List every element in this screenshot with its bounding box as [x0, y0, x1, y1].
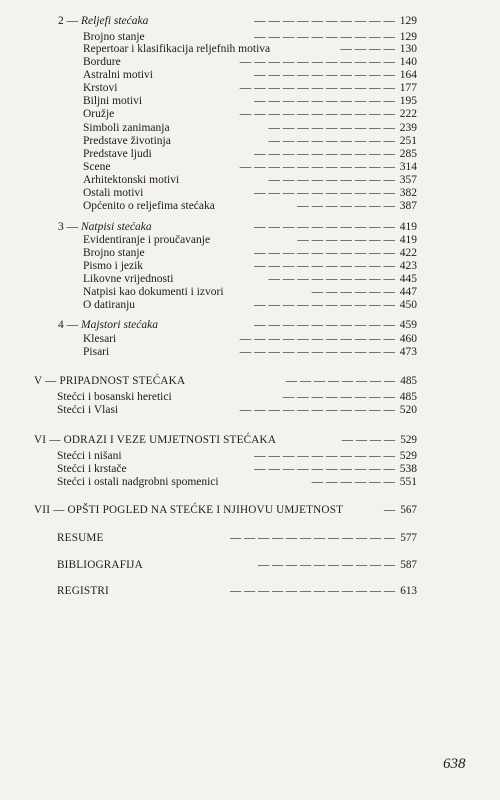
- toc-leader-dashes: — — — — — — — — — — —: [239, 56, 395, 68]
- toc-entry: [83, 148, 417, 161]
- toc-leader-dashes: — — — — — — — — — —: [254, 148, 395, 160]
- toc-leader-dashes: — — — — — — — — — —: [254, 69, 395, 81]
- toc-entry-page: 577: [400, 532, 417, 544]
- toc-entry: [58, 221, 417, 234]
- toc-leader-dashes: — — — — — — — — —: [268, 174, 395, 186]
- toc-entry-text: Stećci i Vlasi: [57, 404, 119, 416]
- toc-entry-page: 551: [399, 476, 417, 488]
- toc-leader-dashes: — — — — — —: [311, 286, 395, 298]
- toc-entry-page: 130: [399, 43, 417, 55]
- toc-entry: [83, 174, 417, 187]
- toc-entry-page: 251: [399, 135, 417, 147]
- toc-entry-page: 538: [399, 463, 417, 475]
- toc-entry-page: 422: [399, 247, 417, 259]
- toc-entry-text: Krstovi: [83, 82, 118, 94]
- toc-entry-page: 613: [400, 585, 417, 597]
- toc-entry: [34, 504, 417, 517]
- toc-leader-dashes: — — — — — — — — — — — —: [229, 585, 395, 597]
- toc-entry-title: [83, 95, 142, 108]
- toc-entry: [83, 43, 417, 56]
- toc-entry: [83, 200, 417, 213]
- toc-entry-text: BIBLIOGRAFIJA: [57, 559, 143, 571]
- toc-entry: [83, 82, 417, 95]
- toc-entry: [83, 333, 417, 346]
- toc-entry-text: Simboli zanimanja: [83, 122, 170, 134]
- toc-entry: [83, 69, 417, 82]
- toc-entry-title: [57, 585, 109, 598]
- toc-entry-title: [57, 391, 172, 404]
- toc-entry: [57, 476, 417, 489]
- toc-leader-dashes: — — — — — — — —: [282, 391, 395, 403]
- toc-entry-title: [83, 187, 143, 200]
- toc-entry: [83, 187, 417, 200]
- toc-entry: [83, 273, 417, 286]
- toc-entry: [58, 319, 417, 332]
- toc-entry-title: [83, 148, 152, 161]
- toc-entry-text: Likovne vrijednosti: [83, 273, 174, 285]
- toc-entry-page: 587: [400, 559, 417, 571]
- toc-entry: [58, 15, 417, 28]
- toc-leader-dashes: — — — — — — — — — —: [257, 559, 395, 571]
- toc-leader-dashes: — — — — — — — — — — —: [239, 82, 395, 94]
- toc-entry-page: 460: [399, 333, 417, 345]
- toc-entry-number: 3 —: [58, 221, 79, 233]
- toc-leader-dashes: — — — — — — — — — —: [254, 450, 395, 462]
- toc-entry-title: [57, 404, 118, 417]
- toc-entry: [57, 532, 417, 545]
- toc-entry-text: Astralni motivi: [83, 69, 153, 81]
- toc-entry-page: 285: [399, 148, 417, 160]
- toc-entry-title: [34, 504, 343, 517]
- toc-leader-dashes: — — — — — — — — — — —: [239, 333, 395, 345]
- toc-entry-title: [58, 15, 148, 28]
- toc-entry-title: [34, 375, 185, 388]
- toc-entry-text: Bordure: [83, 56, 121, 68]
- toc-entry-number: 2 —: [58, 15, 79, 27]
- toc-entry-title: [83, 286, 224, 299]
- toc-entry-title: [83, 161, 110, 174]
- toc-leader-dashes: — — — — — — — — — — —: [239, 346, 395, 358]
- toc-entry-title: [83, 273, 173, 286]
- toc-entry-text: Brojno stanje: [83, 31, 145, 43]
- toc-entry-title: [58, 319, 158, 332]
- toc-entry-title: [58, 221, 152, 234]
- toc-leader-dashes: — — — — — — — — — —: [254, 463, 395, 475]
- toc-leader-dashes: — — — — — — — — — —: [254, 221, 395, 233]
- toc-entry: [83, 161, 417, 174]
- toc-entry-text: Stećci i bosanski heretici: [57, 391, 172, 403]
- toc-leader-dashes: — — — —: [341, 434, 395, 446]
- toc-leader-dashes: — — — — — — — — — —: [254, 319, 395, 331]
- toc-entry-text: VII — OPŠTI POGLED NA STEĆKE I NJIHOVU UMJETNOST: [34, 504, 344, 516]
- toc-leader-dashes: — — — — — — — — — —: [254, 95, 395, 107]
- toc-entry-page: 195: [399, 95, 417, 107]
- toc-entry-text: VI — ODRAZI I VEZE UMJETNOSTI STEĆAKA: [34, 434, 277, 446]
- toc-entry-text: Općenito o reljefima stećaka: [83, 200, 215, 212]
- toc-entry: [83, 247, 417, 260]
- toc-entry: [57, 463, 417, 476]
- toc-entry-text: Pisari: [83, 346, 110, 358]
- toc-leader-dashes: — — — — — — — — —: [268, 135, 395, 147]
- toc-entry-page: 387: [399, 200, 417, 212]
- toc-entry-title: [57, 559, 143, 572]
- toc-entry-title: [83, 56, 121, 69]
- toc-entry: [57, 404, 417, 417]
- toc-entry-page: 129: [399, 15, 417, 27]
- toc-entry-title: [57, 463, 127, 476]
- toc-leader-dashes: — — — — — — — — — —: [254, 187, 395, 199]
- toc-entry-title: [83, 174, 179, 187]
- toc-leader-dashes: — — — —: [340, 43, 395, 55]
- toc-entry-title: [34, 434, 276, 447]
- toc-entry: [83, 260, 417, 273]
- toc-leader-dashes: — — — — — —: [311, 476, 395, 488]
- toc-entry-text: Pismo i jezik: [83, 260, 144, 272]
- toc-entry-title: [83, 82, 118, 95]
- toc-entry: [34, 375, 417, 388]
- toc-entry: [83, 56, 417, 69]
- toc-entry-text: V — PRIPADNOST STEĆAKA: [34, 375, 186, 387]
- toc-entry-text: Natpisi kao dokumenti i izvori: [83, 286, 224, 298]
- toc-entry-page: 357: [399, 174, 417, 186]
- toc-leader-dashes: — — — — — — — — — — —: [239, 404, 395, 416]
- toc-leader-dashes: — — — — — — — — —: [268, 122, 395, 134]
- toc-entry-title: [83, 122, 170, 135]
- toc-entry-page: 423: [399, 260, 417, 272]
- toc-entry-text: Ostali motivi: [83, 187, 144, 199]
- toc-entry-text: Predstave ljudi: [83, 148, 152, 160]
- toc-entry: [83, 234, 417, 247]
- toc-leader-dashes: — — — — — — — — — —: [254, 247, 395, 259]
- toc-entry-title: [83, 69, 153, 82]
- toc-entry-title: [83, 200, 215, 213]
- toc-entry-title: [83, 260, 143, 273]
- toc-leader-dashes: — — — — — — —: [297, 200, 395, 212]
- toc-leader-dashes: —: [383, 504, 395, 516]
- toc-entry: [57, 559, 417, 572]
- toc-entry-title: [57, 532, 104, 545]
- toc-entry-text: Brojno stanje: [83, 247, 145, 259]
- toc-entry-text: Stećci i nišani: [57, 450, 122, 462]
- toc-entry: [34, 434, 417, 447]
- toc-entry-text: REGISTRI: [57, 585, 109, 597]
- toc-entry-title: [57, 450, 122, 463]
- toc-entry-text: Reljefi stećaka: [81, 15, 149, 27]
- toc-entry-page: 485: [399, 391, 417, 403]
- toc-entry: [83, 346, 417, 359]
- toc-leader-dashes: — — — — — — — — — — —: [239, 108, 395, 120]
- toc-entry-title: [83, 333, 116, 346]
- toc-entry-page: 419: [399, 221, 417, 233]
- toc-entry-page: 445: [399, 273, 417, 285]
- toc-entry-title: [83, 234, 210, 247]
- toc-entry-page: 140: [399, 56, 417, 68]
- toc-entry-page: 419: [399, 234, 417, 246]
- toc-entry-title: [83, 299, 135, 312]
- toc-entry: [57, 391, 417, 404]
- toc-entry-text: Repertoar i klasifikacija reljefnih motiva: [83, 43, 271, 55]
- toc-entry-page: 473: [399, 346, 417, 358]
- toc-entry-text: RESUME: [57, 532, 104, 544]
- toc-entry-text: Oružje: [83, 108, 115, 120]
- toc-entry-page: 529: [400, 434, 417, 446]
- toc-entry-page: 485: [400, 375, 417, 387]
- toc-entry-title: [83, 108, 114, 121]
- toc-entry: [57, 585, 417, 598]
- toc-entry-text: Arhitektonski motivi: [83, 174, 180, 186]
- toc-entry-text: Stećci i krstače: [57, 463, 127, 475]
- toc-leader-dashes: — — — — — — — — — —: [254, 260, 395, 272]
- toc-entry-text: Evidentiranje i proučavanje: [83, 234, 211, 246]
- toc-entry-text: Majstori stećaka: [81, 319, 158, 331]
- toc-entry-title: [83, 346, 109, 359]
- toc-entry-title: [83, 43, 270, 56]
- toc-leader-dashes: — — — — — — — — — —: [254, 299, 395, 311]
- toc-entry-title: [83, 135, 171, 148]
- toc-leader-dashes: — — — — — — —: [297, 234, 395, 246]
- toc-entry-page: 529: [399, 450, 417, 462]
- toc-entry: [83, 122, 417, 135]
- toc-entry-page: 447: [399, 286, 417, 298]
- toc-leader-dashes: — — — — — — — — — — — —: [229, 532, 395, 544]
- toc-leader-dashes: — — — — — — — — —: [268, 273, 395, 285]
- toc-entry-page: 382: [399, 187, 417, 199]
- toc-entry-text: O datiranju: [83, 299, 136, 311]
- toc-entry-page: 314: [399, 161, 417, 173]
- toc-leader-dashes: — — — — — — — —: [285, 375, 395, 387]
- toc-entry-text: Predstave životinja: [83, 135, 171, 147]
- toc-leader-dashes: — — — — — — — — — —: [254, 15, 395, 27]
- toc-entry: [83, 299, 417, 312]
- toc-entry: [83, 286, 417, 299]
- toc-entry-page: 520: [399, 404, 417, 416]
- toc-leader-dashes: — — — — — — — — — — —: [239, 161, 395, 173]
- toc-entry-number: 4 —: [58, 319, 79, 331]
- toc-entry-title: [57, 476, 219, 489]
- toc-entry-page: 459: [399, 319, 417, 331]
- toc-entry-text: Biljni motivi: [83, 95, 143, 107]
- toc-entry-page: 567: [400, 504, 417, 516]
- toc-entry-page: 164: [399, 69, 417, 81]
- toc-leader-dashes: — — — — — — — — — —: [254, 31, 395, 43]
- toc-entry-page: 239: [399, 122, 417, 134]
- toc-entry: [57, 450, 417, 463]
- toc-entry: [83, 135, 417, 148]
- toc-entry-page: 450: [399, 299, 417, 311]
- toc-entry: [83, 108, 417, 121]
- toc-entry-page: 177: [399, 82, 417, 94]
- toc-entry-page: 129: [399, 31, 417, 43]
- toc-entry-text: Scene: [83, 161, 111, 173]
- toc-entry-page: 222: [399, 108, 417, 120]
- toc-entry-text: Klesari: [83, 333, 117, 345]
- toc-entry-title: [83, 247, 145, 260]
- toc-entry-text: Natpisi stećaka: [81, 221, 152, 233]
- toc-entry-text: Stećci i ostali nadgrobni spomenici: [57, 476, 219, 488]
- toc-entry: [83, 95, 417, 108]
- page-number: 638: [443, 756, 466, 772]
